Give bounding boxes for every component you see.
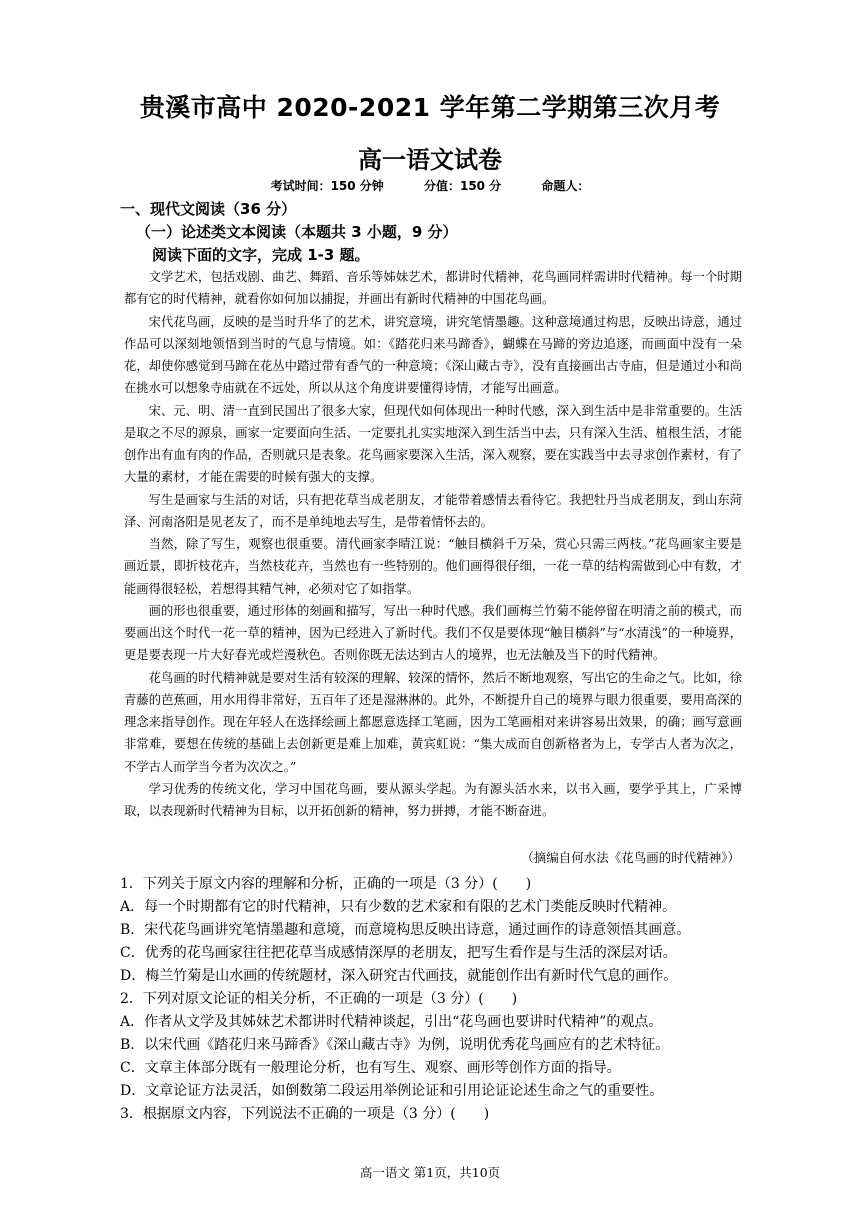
exam-time: 考试时间：150 分钟 [270,179,384,193]
question-option: C．文章主体部分既有一般理论分析，也有写生、观察、画形等创作方面的指导。 [120,1060,621,1076]
exam-score: 分值：150 分 [423,179,502,193]
questions [120,873,750,1126]
question-option: A．每一个时期都有它的时代精神，只有少数的艺术家和有限的艺术门类能反映时代精神。 [120,899,677,915]
article-paragraph: 文学艺术，包括戏剧、曲艺、舞蹈、音乐等姊妹艺术，都讲时代精神，花鸟画同样需讲时代精神。每一个时期都有它的时代精神，就看你如何加以捕捉，并画出有新时代精神的中国花鸟画。 [124,270,742,307]
article-paragraph: 宋、元、明、清一直到民国出了很多大家，但现代如何体现出一种时代感，深入到生活中是非常重要的。生活是取之不尽的源泉，画家一定要面向生活、一定要扎扎实实地深入到生活当中去，只有深入生活、植根生活，才能创作出有血有肉的作品，否则就只是表象。花鸟画家要深入生活，深入观察，要在实践当中去寻求创作素材，有了大量的素材，才能在需要的时候有强大的支撑。 [124,403,742,485]
question-option: D．文章论证方法灵活，如倒数第二段运用举例论证和引用论证论述生命之气的重要性。 [120,1083,664,1099]
section-heading-reading: （一）论述类文本阅读（本题共 3 小题，9 分） [136,223,458,241]
section-heading-part1: 一、现代文阅读（36 分） [120,200,297,218]
reading-article [124,266,742,822]
exam-title: 贵溪市高中 2020-2021 学年第二学期第三次月考 [139,93,721,122]
article-paragraph: 画的形也很重要，通过形体的刻画和描写，写出一种时代感。我们画梅兰竹菊不能停留在明清之前的模式，而要画出这个时代一花一草的精神，因为已经进入了新时代。我们不仅是要体现“触目横斜”与“水清浅”的一种境界，更是要表现一片大好春光或烂漫秋色。否则你既无法达到古人的境界，也无法触及当下的时代精神。 [124,603,742,663]
article-source: （摘编自何水法《花鸟画的时代精神》） [521,850,740,865]
article-paragraph: 当然，除了写生，观察也很重要。清代画家李晴江说：“触目横斜千万朵，赏心只需三两枝。”花鸟画家主要是画近景，即折枝花卉，当然枝花卉，当然也有一些特别的。他们画得很仔细，一花一草的结构需做到心中有数，才能画得很轻松，若想得其精气神，必须对它了如指掌。 [124,537,742,596]
exam-author: 命题人： [541,179,590,193]
exam-meta [0,177,860,194]
question-stem: 1．下列关于原文内容的理解和分析，正确的一项是（3 分）( ) [120,876,532,892]
question-stem: 3．根据原文内容，下列说法不正确的一项是（3 分）( ) [120,1106,490,1122]
page-footer: 高一语文 第1页，共10页 [359,1165,501,1180]
question-option: C．优秀的花鸟画家往往把花草当成感情深厚的老朋友，把写生看作是与生活的深层对话。 [120,945,677,961]
question-option: A．作者从文学及其姊妹艺术都讲时代精神谈起，引出“花鸟画也要讲时代精神”的观点。 [120,1014,663,1030]
exam-subtitle: 高一语文试卷 [358,145,502,174]
article-paragraph: 写生是画家与生活的对话，只有把花草当成老朋友，才能带着感情去看待它。我把牡丹当成老朋友，到山东菏泽、河南洛阳是见老友了，而不是单纯地去写生，是带着情怀去的。 [124,492,742,529]
question-option: B．宋代花鸟画讲究笔情墨趣和意境，而意境构思反映出诗意，通过画作的诗意领悟其画意。 [120,922,691,938]
article-paragraph: 花鸟画的时代精神就是要对生活有较深的理解、较深的情怀，然后不断地观察，写出它的生命之气。比如，徐青藤的芭蕉画，用水用得非常好，五百年了还是湿淋淋的。此外，不断提升自己的境界与眼力很重要，要用高深的理念来指导创作。现在年轻人在选择绘画上都愿意选择工笔画，因为工笔画相对来讲容易出效果，的确；画写意画非常难，要想在传统的基础上去创新更是难上加难，黄宾虹说：“集大成而自创新格者为上，专学古人者为次之，不学古人而学当今者为次次之。” [124,670,742,774]
article-paragraph: 宋代花鸟画，反映的是当时升华了的艺术，讲究意境，讲究笔情墨趣。这种意境通过构思，反映出诗意，通过作品可以深刻地领悟到当时的气息与情境。如：《踏花归来马蹄香》，蝴蝶在马蹄的旁边追逐，而画面中没有一朵花，却使你感觉到马蹄在花丛中踏过带有香气的一种意境；《深山藏古寺》，没有直接画出古寺庙，但是通过小和尚在挑水可以想象寺庙就在不远处，所以从这个角度讲要懂得诗情，才能写出画意。 [124,314,742,396]
article-paragraph: 学习优秀的传统文化，学习中国花鸟画，要从源头学起。为有源头活水来，以书入画，要学乎其上，广采博取，以表现新时代精神为目标，以开拓创新的精神，努力拼搏，才能不断奋进。 [124,781,742,818]
question-option: B．以宋代画《踏花归来马蹄香》《深山藏古寺》为例，说明优秀花鸟画应有的艺术特征。 [120,1037,670,1053]
question-stem: 2．下列对原文论证的相关分析，不正确的一项是（3 分）( ) [120,991,518,1007]
question-option: D．梅兰竹菊是山水画的传统题材，深入研究古代画技，就能创作出有新时代气息的画作。 [120,968,678,984]
reading-instruction: 阅读下面的文字，完成 1-3 题。 [152,246,370,264]
